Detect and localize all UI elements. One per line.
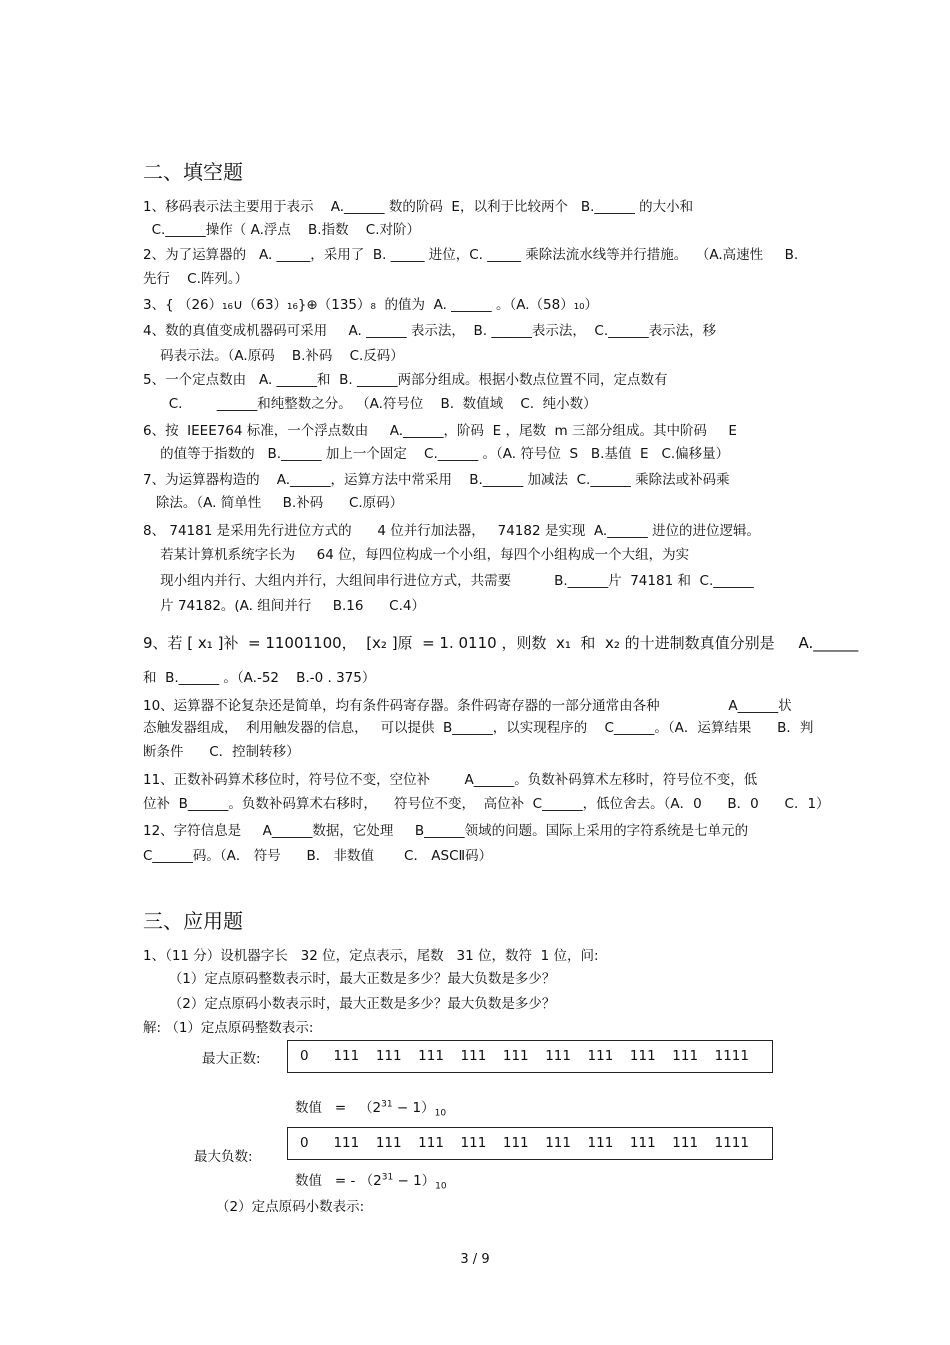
max-neg-register: 0 111 111 111 111 111 111 111 111 111 1111 <box>287 1127 773 1160</box>
fill-line: 片 74182。(A. 组间并行 B.16 C.4） <box>143 598 425 614</box>
fill-line: C______码。（A． 符号 B． 非数值 C． ASCⅡ码） <box>143 848 493 864</box>
app-line: （1）定点原码整数表示时，最大正数是多少？最大负数是多少？ <box>143 971 556 987</box>
fill-line: 先行 C.阵列。） <box>143 271 249 287</box>
fill-line: 断条件 C．控制转移） <box>143 744 300 760</box>
fill-line: 8、 74181 是采用先行进位方式的 4 位并行加法器， 74182 是实现 A.______ 进位的进位逻辑。 <box>143 523 761 539</box>
fill-line: 现小组内并行、大组内并行，大组间串行进位方式，共需要 B.______片 74181 和 C.______ <box>143 573 754 589</box>
fill-line: 10、运算器不论复杂还是简单，均有条件码寄存器。条件码寄存器的一部分通常由各种 A______状 <box>143 698 792 714</box>
fill-line: 和 B.______ 。（A.-52 B.-0 . 375） <box>143 670 376 686</box>
fill-line: 2、为了运算器的 A. _____，采用了 B. _____ 进位，C. _____ 乘除法流水线等并行措施。 （A.高速性 B. <box>143 247 799 263</box>
max-neg-label: 最大负数: <box>194 1149 253 1165</box>
fill-line: 码表示法。（A.原码 B.补码 C.反码） <box>143 348 404 364</box>
fill-line: 的值等于指数的 B.______ 加上一个固定 C.______ 。（A. 符号位 S B.基值 E C.偏移量） <box>143 446 730 462</box>
fill-line: 4、数的真值变成机器码可采用 A. ______ 表示法， B. ______表示法， C.______表示法，移 <box>143 323 717 339</box>
max-pos-register: 0 111 111 111 111 111 111 111 111 111 1111 <box>287 1040 773 1073</box>
max-pos-value: 数值 = $(2^{31} - 1)_{10}$ <box>295 1099 447 1119</box>
fill-line: 5、一个定点数由 A. ______和 B. ______两部分组成。根据小数点位置不同，定点数有 <box>143 372 668 388</box>
part2-heading: （2）定点原码小数表示: <box>216 1199 365 1215</box>
fill-line: 除法。（A. 简单性 B.补码 C.原码） <box>143 495 404 511</box>
fill-line: C. ______和纯整数之分。 （A.符号位 B. 数值域 C. 纯小数） <box>143 396 597 412</box>
max-neg-value: 数值 = - $(2^{31} - 1)_{10}$ <box>295 1172 447 1192</box>
fill-line: 6、按 IEEE764 标准，一个浮点数由 A.______，阶码 E ，尾数 m 三部分组成。其中阶码 E <box>143 423 737 439</box>
fill-line: 若某计算机系统字长为 64 位，每四位构成一个小组，每四个小组构成一个大组，为实 <box>143 547 690 563</box>
app-line: （2）定点原码小数表示时，最大正数是多少？最大负数是多少？ <box>143 996 556 1012</box>
fill-line: 12、字符信息是 A______数据，它处理 B______领域的问题。国际上采用的字符系统是七单元的 <box>143 823 749 839</box>
app-line: 解: （1）定点原码整数表示: <box>143 1020 314 1036</box>
fill-line: 11、正数补码算术移位时，符号位不变，空位补 A______。负数补码算术左移时，符号位不变，低 <box>143 772 758 788</box>
max-pos-label: 最大正数: <box>202 1051 261 1067</box>
fill-line: 7、为运算器构造的 A.______，运算方法中常采用 B.______ 加减法 C.______ 乘除法或补码乘 <box>143 472 730 488</box>
fill-line: 态触发器组成， 利用触发器的信息， 可以提供 B______，以实现程序的 C______。（A．运算结果 B．判 <box>143 720 814 736</box>
fill-line: 3、{ （26）₁₆∪（63）₁₆}⊕（135）₈ 的值为 A. ______ 。（A.（58）₁₀） <box>143 297 599 313</box>
fill-line: 9、若 [ x₁ ]补 = 11001100， [x₂ ]原 = 1. 0110 ，则数 x₁ 和 x₂ 的十进制数真值分别是 A.______ <box>143 634 859 652</box>
fill-line: 位补 B______。负数补码算术右移时， 符号位不变， 高位补 C______，低位舍去。（A．0 B．0 C．1） <box>143 796 830 812</box>
fill-line: C.______操作（ A.浮点 B.指数 C.对阶） <box>143 222 420 238</box>
section-2-title: 二、填空题 <box>143 160 243 184</box>
page-number: 3 / 9 <box>460 1252 490 1267</box>
fill-line: 1、移码表示法主要用于表示 A.______ 数的阶码 E，以利于比较两个 B.______ 的大小和 <box>143 199 694 215</box>
section-3-title: 三、应用题 <box>143 909 243 933</box>
app-line: 1、（11 分）设机器字长 32 位，定点表示，尾数 31 位，数符 1 位，问: <box>143 948 599 964</box>
